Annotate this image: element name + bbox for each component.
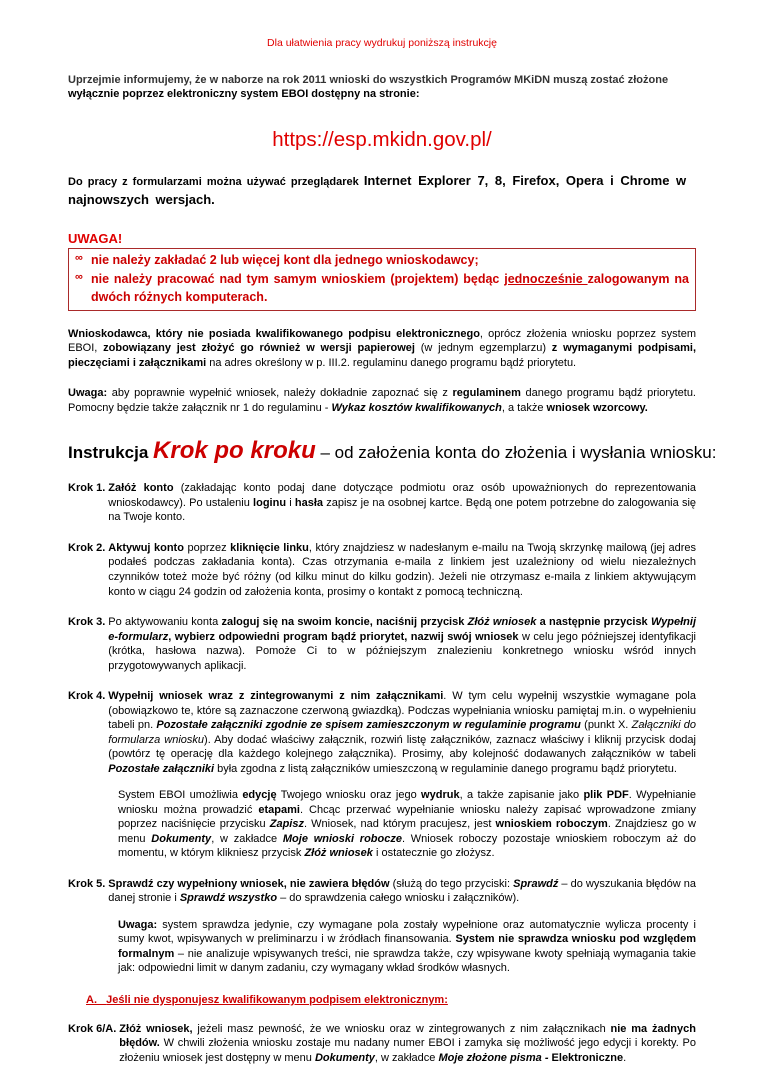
text-bold: nie ma żadnych błędów.: [119, 1022, 696, 1050]
text: . Chcąc przerwać wypełnianie wniosku należy zapisać wprowadzone zmiany poprzez naciśnięcie przycisku: [118, 803, 697, 831]
text-bold-italic: Dokumenty: [314, 1051, 375, 1064]
text-bold-italic: Wykaz kosztów kwalifikowanych: [331, 401, 502, 414]
text: i ostatecznie go złożysz.: [372, 847, 495, 860]
text: – do sprawdzenia całego wniosku i załączników).: [277, 892, 520, 905]
text-bold-italic: Wypełnij e-formularz: [108, 616, 696, 643]
uwaga-box: [68, 248, 696, 310]
text: , a także: [501, 401, 547, 414]
text-bold: Załóż konto: [108, 482, 174, 495]
text-bold: zobowiązany jest złożyć go również w wersji papierowej: [103, 342, 415, 355]
step-label: Krok 1.: [68, 482, 106, 495]
text: . Znajdziesz go w menu: [118, 818, 696, 845]
text: Twojego wniosku oraz jego: [276, 789, 422, 802]
regulations-paragraph: [68, 386, 696, 415]
uwaga-title: UWAGA!: [68, 231, 123, 247]
step-3: [68, 615, 696, 673]
text-bold: Aktywuj konto: [108, 541, 184, 554]
text-bold-italic: Moje wnioski robocze: [282, 832, 402, 845]
text: aby poprawnie wypełnić wniosek, należy dokładnie zapoznać się z: [107, 387, 453, 400]
text: ). Aby dodać właściwy załącznik, rozwiń listę załączników, zaznacz właściwy i kliknij przycisk dodaj (powtórz tę operację dla każdego kolejnego załącznika). Prosimy, aby kolejność dodawanych załączników w tabeli: [108, 733, 696, 761]
text-bold-italic: Pozostałe załączniki zgodnie ze spisem zamieszczonym w regulaminie programu: [156, 719, 581, 732]
step-body: [105, 877, 696, 906]
section-letter: A.: [86, 993, 97, 1006]
text: .: [623, 1051, 627, 1064]
text-bold-italic: Złóż wniosek: [467, 616, 537, 629]
text-bold-italic: Moje złożone pisma -: [438, 1051, 552, 1064]
step-2: [68, 541, 696, 599]
text: W chwili złożenia wniosku zostaje mu nadany numer EBOI i zamyka się możliwość jego edycji i korekty. Po złożeniu wniosek jest dostępny w menu: [119, 1037, 696, 1064]
eboi-url-link[interactable]: https://esp.mkidn.gov.pl/: [272, 127, 492, 151]
step-4: [68, 689, 696, 776]
text: Po aktywowaniu konta: [108, 616, 222, 629]
text: . Wypełnianie wniosku można prowadzić: [118, 789, 696, 816]
text-bold-italic: Złóż wniosek: [304, 847, 373, 860]
text-bold: Uwaga:: [118, 918, 158, 931]
text: na adres określony w p. III.2. regulaminu danego programu bądź priorytetu.: [206, 356, 577, 369]
text: system sprawdza jedynie, czy wymagane pola zostały wypełnione oraz automatycznie wylicza procenty i sumy kwot, wpisywanych w preliminarzu i w źródłach finansowania.: [118, 918, 696, 946]
uwaga-item: [75, 251, 689, 269]
uwaga-item: [75, 270, 689, 306]
text: była zgodna z listą załączników umieszczoną w regulaminie danego programu bądź priorytetu.: [214, 762, 677, 775]
browsers-part-2: Internet Explorer 7, 8, Firefox, Opera i Chrome w najnowszych wersjach.: [68, 172, 687, 207]
text-bold: wydruk: [421, 789, 460, 802]
intro-line-1: Uprzejmie informujemy, że w naborze na rok 2011 wnioski do wszystkich Programów MKiDN muszą zostać złożone: [68, 74, 669, 86]
uwaga-item-text: nie należy zakładać 2 lub więcej kont dla jednego wnioskodawcy;: [91, 253, 479, 268]
text-bold: Wypełnij wniosek wraz z zintegrowanymi z nim załącznikami: [108, 690, 444, 703]
text-bold: z wymaganymi podpisami, pieczęciami i załącznikami: [68, 342, 696, 369]
text: zapisz je na osobnej kartce. Będą one potem potrzebne do zalogowania się na Twoje konto.: [108, 496, 697, 524]
text-bold: edycję: [242, 789, 277, 802]
print-note: Dla ułatwienia pracy wydrukuj poniższą instrukcję: [267, 37, 497, 49]
step-1: [68, 481, 696, 525]
step-body: [105, 615, 696, 673]
text: , w zakładce: [374, 1051, 439, 1064]
text: w celu jego późniejszej identyfikacji (krótka, hasłowa nazwa). Pomoże Ci to w późniejszym znalezieniu konkretnego wniosku wśród innych przygotowywanych aplikacji.: [108, 630, 696, 672]
step-body: [105, 481, 696, 525]
section-title: Jeśli nie dysponujesz kwalifikowanym podpisem elektronicznym:: [106, 993, 448, 1006]
step-body: [105, 689, 696, 776]
intro-line-2: wyłącznie poprzez elektroniczny system EBOI dostępny na stronie:: [68, 88, 420, 101]
text-bold-italic: Zapisz: [269, 818, 304, 831]
text: (służą do tego przyciski:: [389, 877, 514, 890]
text: , który znajdziesz w nadesłanym e-mailu na Twoją skrzynkę mailową (jej adres podałeś podczas zakładania konta). Czas otrzymania e-maila z linkiem jest uzależniony od wielu niezależnych czynników toteż może być różny (od kilku minut do kilku godzin). Jeżeli nie otrzymasz e-maila z linkiem aktywującym konto w ciągu 24 godzin od założenia konta, prosimy o kontakt z pomocą techniczną.: [108, 541, 696, 598]
text-bold: loginu: [253, 496, 287, 509]
uwaga-item-emphasis: jednocześnie: [504, 271, 588, 286]
section-a-heading: [86, 994, 696, 1006]
text-bold: hasła: [294, 496, 324, 509]
text: (w jednym egzemplarzu): [414, 342, 552, 355]
text: jeżeli masz pewność, że we wniosku oraz w zintegrowanych z nim załącznikach: [192, 1022, 611, 1035]
browsers-part-1: Do pracy z formularzami można używać przeglądarek: [68, 175, 364, 188]
step-5: [68, 877, 696, 906]
intro-paragraph: [68, 73, 696, 102]
step-body: [105, 541, 696, 599]
step-label: Krok 6/A.: [68, 1022, 117, 1035]
text-bold: wniosek wzorcowy.: [546, 401, 648, 414]
text-bold: Wnioskodawca, który nie posiada kwalifikowanego podpisu elektronicznego: [68, 327, 480, 340]
text-bold-italic: Pozostałe załączniki: [108, 762, 215, 775]
text: , w zakładce: [211, 832, 283, 845]
text-bold: Złóż wniosek,: [119, 1022, 193, 1035]
step-label: Krok 3.: [68, 616, 106, 629]
step-label: Krok 2.: [68, 541, 106, 554]
text-bold: regulaminem: [452, 387, 521, 400]
step-label: Krok 5.: [68, 877, 106, 890]
text-bold-italic: Sprawdź: [513, 877, 559, 890]
text: . Wniosek roboczy pozostaje wnioskiem roboczym aż do momentu, w którym klikniesz przycisk: [118, 832, 696, 860]
text-bold-italic: Sprawdź wszystko: [179, 892, 278, 905]
text: (zakładając konto podaj dane dotyczące podmiotu oraz osób upoważnionych do reprezentowania wnioskodawcy). Po ustaleniu: [108, 482, 696, 509]
text: . W tym celu wypełnij wszystkie wymagane pola (obowiązkowo te, które są zaznaczone czerwoną gwiazdką). Podczas wypełniania wniosku pamiętaj m.in. o wypełnieniu tabeli pn.: [108, 690, 696, 732]
text-bold: zaloguj się na swoim koncie, naciśnij przycisk: [221, 616, 468, 629]
step-6a: [68, 1022, 696, 1065]
uwaga-item-part: zalogowanym na dwóch różnych komputerach.: [91, 271, 689, 304]
text: i: [286, 496, 295, 509]
step-5-note: [118, 918, 696, 976]
infinity-bullet-icon: ∞: [75, 252, 83, 265]
step-4-note: [118, 788, 696, 861]
text-bold: , wybierz odpowiedni program bądź priorytet, nazwij swój wniosek: [168, 630, 519, 643]
text: – nie analizuje wpisywanych treści, nie sprawdza także, czy wpisywane kwoty spełniają wymagania takie jak: odpowiedni limit w danym zadaniu, czy wymagany wkład środków własnych.: [118, 947, 696, 975]
text: , a także zapisanie jako: [459, 789, 584, 802]
text: – do wyszukania błędów na danej stronie i: [108, 877, 697, 905]
text: , oprócz złożenia wniosku poprzez system EBOI,: [68, 327, 696, 355]
text-bold: kliknięcie linku: [230, 541, 309, 554]
text-bold: etapami: [258, 803, 300, 816]
text-bold: plik PDF: [583, 789, 629, 802]
uwaga-item-text: [91, 270, 689, 306]
text: poprzez: [183, 541, 231, 554]
text-italic: Załączniki do formularza wniosku: [108, 719, 696, 746]
heading-rest: – od założenia konta do złożenia i wysłania wniosku:: [315, 443, 717, 463]
instructions-heading: [68, 437, 717, 465]
heading-lead: Instrukcja: [68, 443, 154, 463]
text-bold: System nie sprawdza wniosku pod względem formalnym: [118, 933, 696, 960]
paper-version-paragraph: [68, 327, 696, 371]
step-body: [116, 1022, 696, 1065]
text-bold: Uwaga:: [68, 387, 108, 400]
text: System EBOI umożliwia: [118, 789, 243, 802]
text: (punkt X.: [580, 719, 632, 732]
text-bold: Sprawdź czy wypełniony wniosek, nie zawiera błędów: [108, 877, 390, 890]
text-bold: wnioskiem roboczym: [495, 818, 608, 831]
heading-krok-po-kroku: Krok po kroku: [153, 437, 316, 465]
text: . Wniosek, nad którym pracujesz, jest: [303, 818, 496, 831]
browsers-paragraph: [68, 172, 696, 210]
step-label: Krok 4.: [68, 690, 106, 703]
text-bold-italic: Dokumenty: [151, 832, 212, 845]
text: danego programu bądź priorytetu. Pomocny będzie także załącznik nr 1 do regulaminu -: [68, 387, 696, 414]
infinity-bullet-icon: ∞: [75, 270, 83, 283]
text-bold: Elektroniczne: [551, 1051, 624, 1064]
text-bold: a następnie przycisk: [536, 616, 651, 629]
uwaga-item-part: nie należy pracować nad tym samym wnioskiem (projektem) będąc: [91, 271, 505, 286]
